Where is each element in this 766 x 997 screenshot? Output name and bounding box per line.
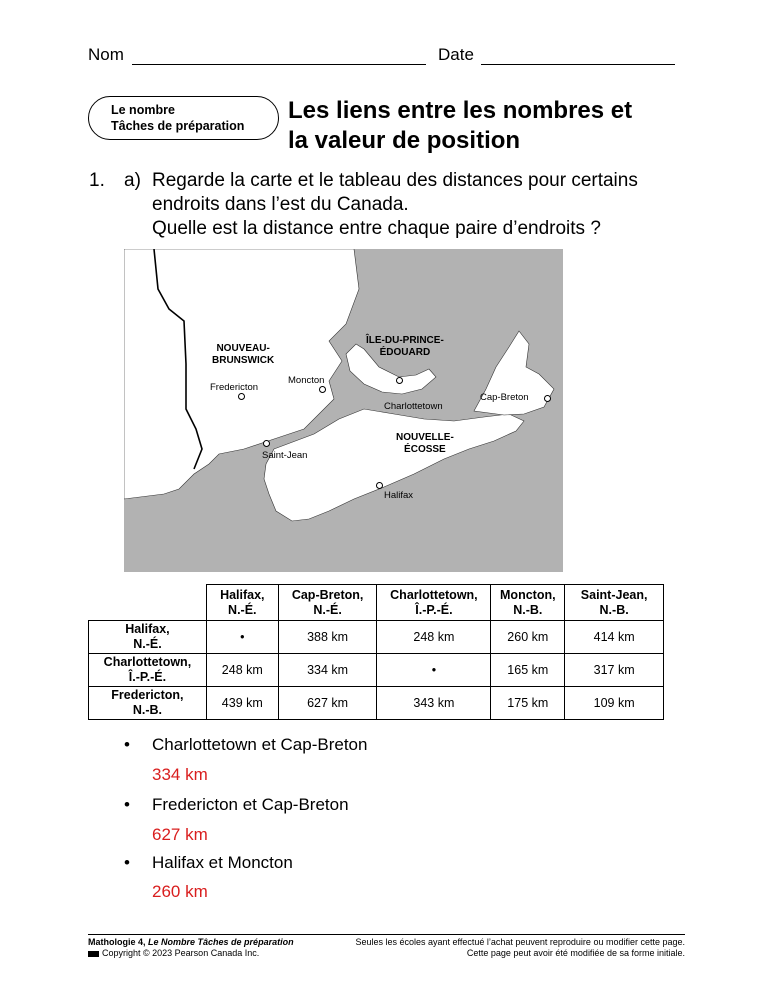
footer-book: Le Nombre Tâches de préparation bbox=[148, 937, 294, 947]
strand-line2: Tâches de préparation bbox=[111, 119, 245, 133]
name-label: Nom bbox=[88, 45, 124, 64]
table-row bbox=[89, 621, 664, 654]
name-line[interactable] bbox=[132, 64, 426, 65]
city-label-saint-jean: Saint-Jean bbox=[262, 450, 308, 461]
title-line1: Les liens entre les nombres et bbox=[288, 97, 633, 124]
question-line3: Quelle est la distance entre chaque paire d’endroits ? bbox=[152, 218, 601, 239]
col-header: Cap-Breton, N.-É. bbox=[278, 585, 377, 621]
distance-table bbox=[88, 584, 664, 720]
footer-notice-1: Seules les écoles ayant effectué l’achat peuvent reproduire ou modifier cette page. bbox=[355, 937, 685, 947]
strand-line1: Le nombre bbox=[111, 103, 175, 117]
col-header: Charlottetown, Î.-P.-É. bbox=[377, 585, 491, 621]
city-label-fredericton: Fredericton bbox=[210, 382, 259, 393]
city-marker-fredericton bbox=[238, 393, 245, 400]
map-eastern-canada bbox=[124, 249, 563, 572]
row-header: Charlottetown, Î.-P.-É. bbox=[89, 654, 207, 687]
col-header: Saint-Jean, N.-B. bbox=[565, 585, 664, 621]
col-header: Halifax, N.-É. bbox=[206, 585, 278, 621]
map-graphic bbox=[124, 249, 563, 572]
table-row bbox=[89, 654, 664, 687]
table-cell: 317 km bbox=[565, 654, 664, 687]
city-marker-halifax bbox=[376, 482, 383, 489]
publisher-logo-icon bbox=[88, 951, 99, 957]
table-corner bbox=[89, 585, 207, 621]
question-text bbox=[152, 169, 638, 241]
region-label-pei: ÎLE-DU-PRINCE- ÉDOUARD bbox=[366, 335, 444, 358]
footer-right bbox=[335, 937, 685, 959]
table-cell: 627 km bbox=[278, 687, 377, 720]
city-label-charlottetown: Charlottetown bbox=[384, 401, 443, 412]
table-cell: 109 km bbox=[565, 687, 664, 720]
answer-text[interactable]: 334 km bbox=[152, 765, 208, 784]
footer-copyright: Copyright © 2023 Pearson Canada Inc. bbox=[102, 948, 260, 958]
pair-text: Halifax et Moncton bbox=[152, 853, 293, 872]
question-part: a) bbox=[124, 170, 141, 191]
city-marker-charlottetown bbox=[396, 377, 403, 384]
strand-badge bbox=[88, 96, 279, 140]
footer-left bbox=[88, 937, 294, 959]
footer-notice-2: Cette page peut avoir été modifiée de sa forme initiale. bbox=[466, 948, 685, 958]
table-cell: 343 km bbox=[377, 687, 491, 720]
table-cell: 175 km bbox=[491, 687, 565, 720]
table-cell: 260 km bbox=[491, 621, 565, 654]
table-cell: • bbox=[206, 621, 278, 654]
city-marker-moncton bbox=[319, 386, 326, 393]
page-title bbox=[288, 96, 632, 156]
city-marker-saint-jean bbox=[263, 440, 270, 447]
city-label-halifax: Halifax bbox=[384, 490, 414, 501]
answer-text[interactable]: 260 km bbox=[152, 882, 208, 901]
table-header-row bbox=[89, 585, 664, 621]
question-number: 1. bbox=[89, 170, 105, 191]
answer-text[interactable]: 627 km bbox=[152, 825, 208, 844]
city-marker-cap-breton bbox=[544, 395, 551, 402]
pair-text: Charlottetown et Cap-Breton bbox=[152, 735, 368, 754]
table-cell: • bbox=[377, 654, 491, 687]
date-label: Date bbox=[438, 45, 474, 64]
table-cell: 248 km bbox=[206, 654, 278, 687]
row-header: Fredericton, N.-B. bbox=[89, 687, 207, 720]
table-cell: 388 km bbox=[278, 621, 377, 654]
list-bullet: • bbox=[124, 735, 130, 754]
table-cell: 165 km bbox=[491, 654, 565, 687]
region-label-nb: NOUVEAU- BRUNSWICK bbox=[212, 343, 275, 366]
table-cell: 334 km bbox=[278, 654, 377, 687]
list-bullet: • bbox=[124, 795, 130, 814]
row-header: Halifax, N.-É. bbox=[89, 621, 207, 654]
list-bullet: • bbox=[124, 853, 130, 872]
city-label-cap-breton: Cap-Breton bbox=[480, 392, 529, 403]
table-row bbox=[89, 687, 664, 720]
pair-text: Fredericton et Cap-Breton bbox=[152, 795, 349, 814]
title-line2: la valeur de position bbox=[288, 127, 521, 154]
table-cell: 414 km bbox=[565, 621, 664, 654]
date-line[interactable] bbox=[481, 64, 675, 65]
footer-series: Mathologie 4, bbox=[88, 937, 146, 947]
question-line2: endroits dans l’est du Canada. bbox=[152, 194, 409, 215]
table-cell: 439 km bbox=[206, 687, 278, 720]
region-label-ns: NOUVELLE- ÉCOSSE bbox=[396, 432, 454, 455]
table-cell: 248 km bbox=[377, 621, 491, 654]
footer-divider bbox=[88, 934, 685, 935]
city-label-moncton: Moncton bbox=[288, 375, 325, 386]
question-line1: Regarde la carte et le tableau des distances pour certains bbox=[152, 170, 638, 191]
col-header: Moncton, N.-B. bbox=[491, 585, 565, 621]
